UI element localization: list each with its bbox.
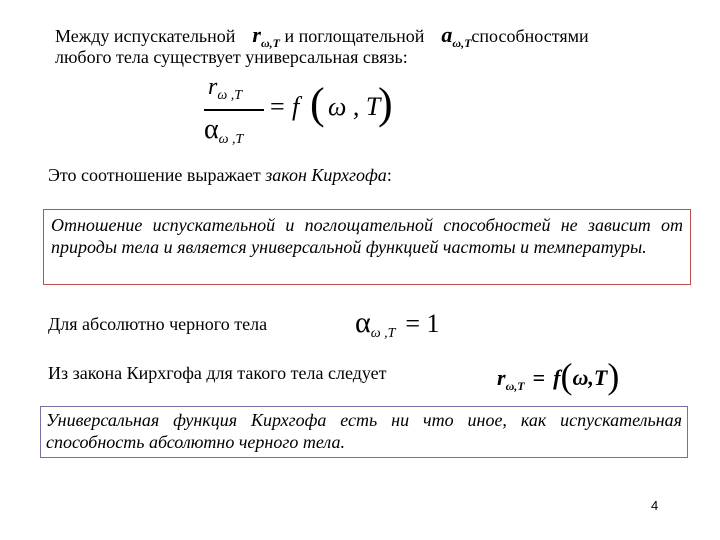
black-body-label: Для абсолютно черного тела [48,314,268,334]
statement-text: Отношение испускательной и поглощательной способностей не зависит от природы тела и является универсальной функцией частоты и температуры. [51,215,683,257]
denominator-subscript: ω ,T [218,132,244,147]
r-subscript: ω,T [260,36,280,50]
kirchhoff-formula [200,72,420,150]
intro-line-1 [55,22,589,48]
r-symbol-2: r [497,365,506,390]
function-f-2: f [553,365,561,390]
alpha-subscript: ω ,T [370,326,396,341]
close-paren: ) [378,79,393,128]
kirchhoff-law-line [48,165,392,186]
a-symbol: a [441,22,453,47]
page-number: 4 [651,498,659,513]
equals-sign: = [270,92,285,121]
intro-line-2: любого тела существует универсальная связь: [55,47,408,67]
intro-text-3: способностями [471,26,589,46]
r-subscript-2: ω,T [505,379,525,393]
law-suffix: : [386,165,392,185]
open-paren: ( [310,79,325,128]
function-args: ω , T [328,92,381,121]
numerator-symbol: r [208,74,218,100]
black-body-formula [355,306,440,340]
follows-label: Из закона Кирхгофа для такого тела следует [48,363,387,383]
denominator-symbol: α [204,114,219,145]
law-prefix: Это соотношение выражает [48,165,261,185]
a-subscript: ω,T [452,36,472,50]
open-paren-2: ( [560,356,573,396]
fraction-numerator [208,74,242,101]
function-f: f [292,92,300,121]
fraction-bar [204,109,264,111]
equals-sign-2: = [532,365,546,390]
intro-text-2: и поглощательной [284,26,425,46]
statement-box [43,209,691,285]
equals-one: = 1 [405,309,440,338]
function-args-2: ω,T [572,365,608,390]
law-name: закон Кирхгофа [265,165,387,185]
numerator-subscript: ω ,T [217,88,243,103]
r-symbol: r [252,22,261,47]
fraction-denominator [204,114,243,146]
universal-function-text: Универсальная функция Кирхгофа есть ни что иное, как испускательная способность абсолютно черного тела. [46,410,682,452]
close-paren-2: ) [607,356,620,396]
follows-formula [497,352,619,394]
alpha-symbol: α [355,306,371,339]
intro-text-1: Между испускательной [55,26,236,46]
universal-function-box [40,406,688,458]
